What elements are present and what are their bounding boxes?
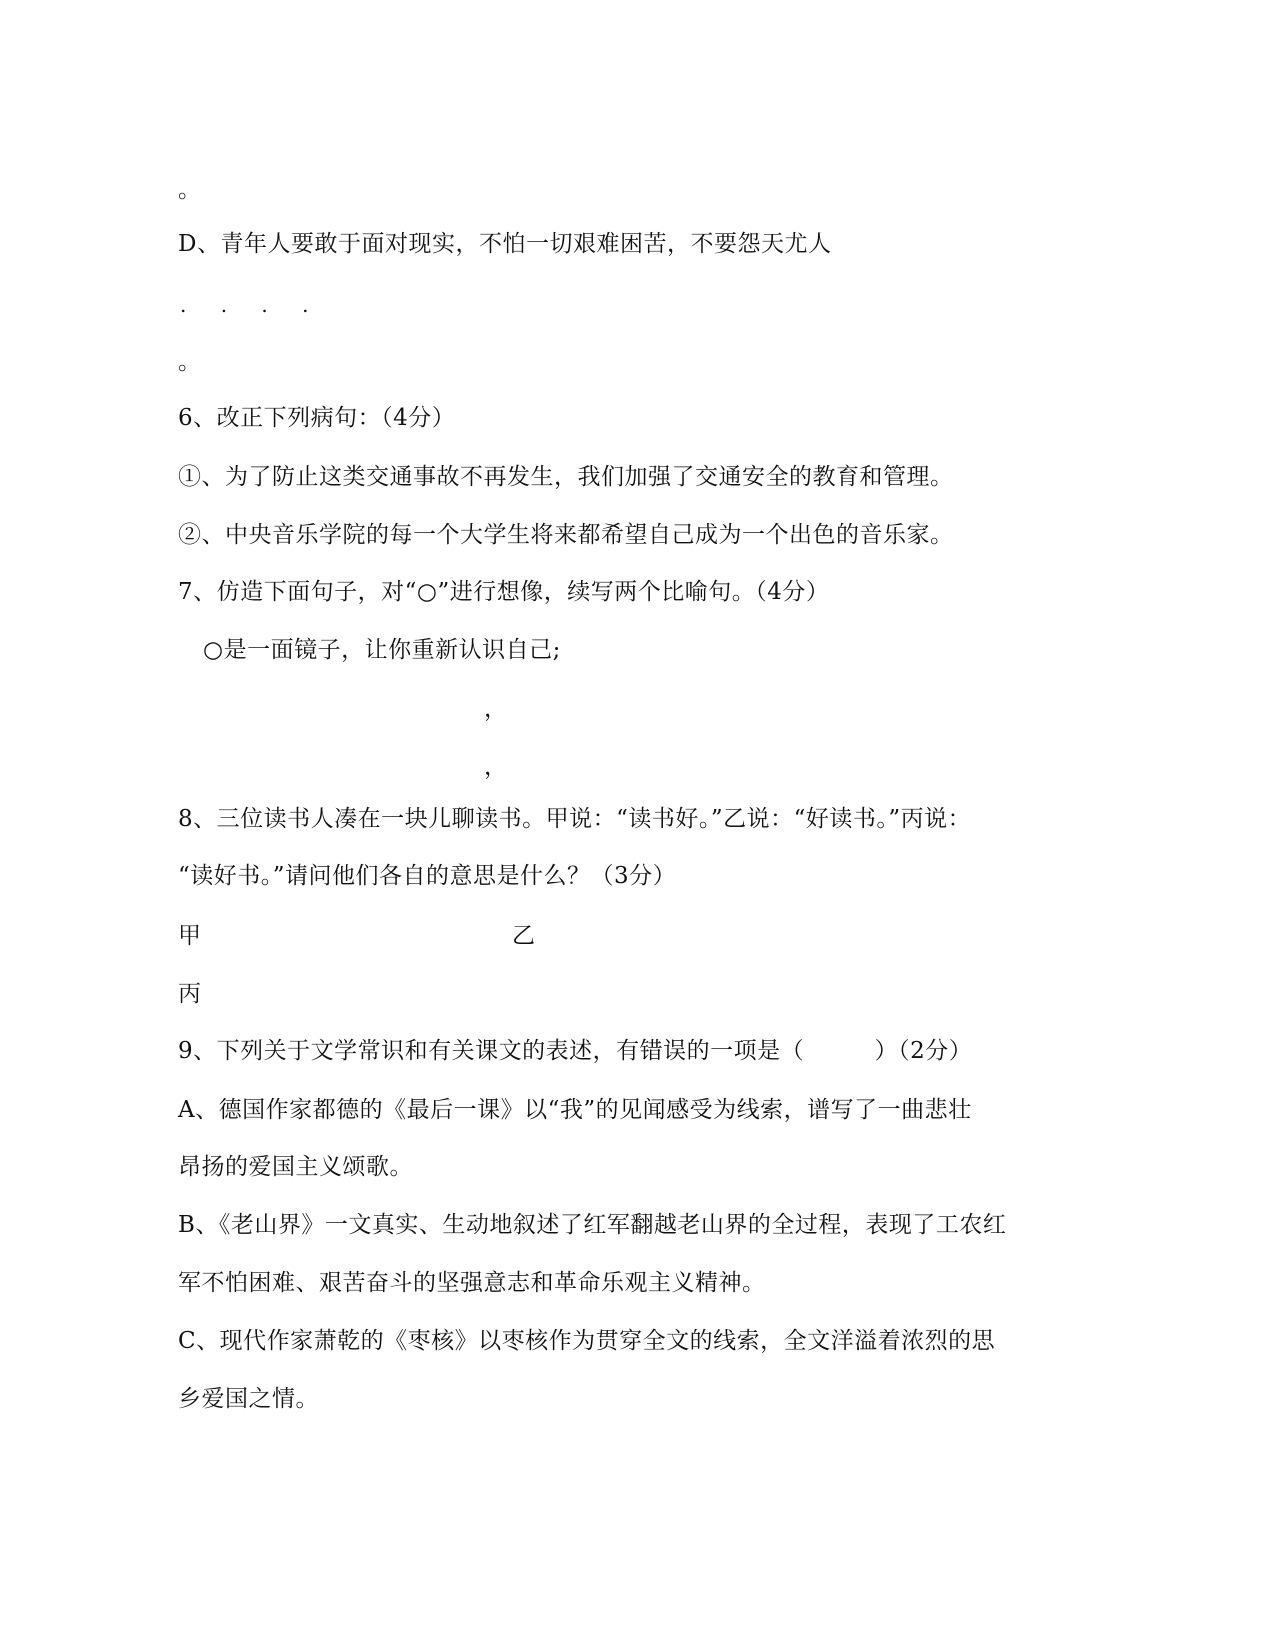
question-8-heading-cont: “读好书。”请问他们各自的意思是什么？（3分） bbox=[178, 863, 677, 889]
option-b-line-1: B、《老山界》一文真实、生动地叙述了红军翻越老山界的全过程，表现了工农红 bbox=[178, 1212, 1007, 1238]
question-7-blank-comma: ， bbox=[484, 696, 508, 722]
answer-label-jia: 甲 bbox=[178, 923, 202, 949]
option-c-line-2: 乡爱国之情。 bbox=[178, 1386, 319, 1412]
text-line: 。 bbox=[178, 177, 202, 203]
option-d-text: D、青年人要敢于面对现实，不怕一切艰难困苦，不要怨天尤人 bbox=[178, 231, 832, 257]
question-7-heading: 7、仿造下面句子，对“○”进行想像，续写两个比喻句。（4分） bbox=[178, 579, 830, 605]
question-7-example: ○是一面镜子，让你重新认识自己; bbox=[203, 637, 561, 663]
question-8-heading: 8、三位读书人凑在一块儿聊读书。甲说：“读书好。”乙说：“好读书。”丙说： bbox=[178, 806, 972, 832]
answer-label-bing: 丙 bbox=[178, 981, 202, 1007]
emphasis-dots: . . . . bbox=[180, 293, 323, 317]
option-a-line-2: 昂扬的爱国主义颂歌。 bbox=[178, 1154, 413, 1180]
option-b-line-2: 军不怕困难、艰苦奋斗的坚强意志和革命乐观主义精神。 bbox=[178, 1270, 766, 1296]
option-c-line-1: C、现代作家萧乾的《枣核》以枣核作为贯穿全文的线索，全文洋溢着浓烈的思 bbox=[178, 1328, 996, 1354]
question-6-heading: 6、改正下列病句：（4分） bbox=[178, 405, 456, 431]
question-7-blank-comma: ， bbox=[484, 754, 508, 780]
question-6-sentence-2: ②、中央音乐学院的每一个大学生将来都希望自己成为一个出色的音乐家。 bbox=[178, 522, 954, 548]
question-6-sentence-1: ①、为了防止这类交通事故不再发生，我们加强了交通安全的教育和管理。 bbox=[178, 464, 954, 490]
question-9-heading: 9、下列关于文学常识和有关课文的表述，有错误的一项是（ ）（2分） bbox=[178, 1038, 973, 1064]
option-a-line-1: A、德国作家都德的《最后一课》以“我”的见闻感受为线索，谱写了一曲悲壮 bbox=[178, 1097, 972, 1123]
text-line: 。 bbox=[178, 349, 202, 375]
answer-label-yi: 乙 bbox=[512, 923, 536, 949]
